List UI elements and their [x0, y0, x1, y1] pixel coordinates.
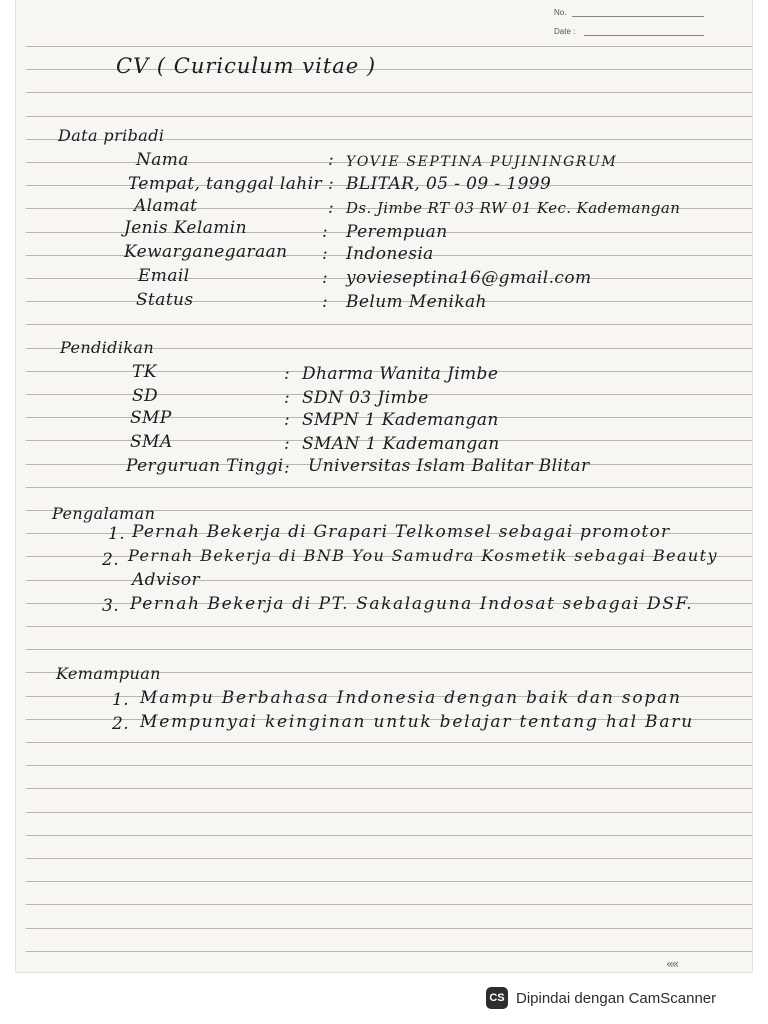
experience-heading: Pengalaman [52, 504, 156, 523]
ruled-line [26, 904, 752, 905]
personal-heading: Data pribadi [58, 126, 165, 145]
experience-item-1: Pernah Bekerja di Grapari Telkomsel sebagai promotor [132, 522, 671, 542]
no-line [572, 16, 704, 17]
education-value-sd: SDN 03 Jimbe [302, 388, 429, 408]
ruled-line [26, 858, 752, 859]
camscanner-footer [486, 986, 716, 1010]
colon: : [322, 268, 329, 288]
ruled-line [26, 116, 752, 117]
colon: : [284, 364, 291, 384]
ruled-line [26, 835, 752, 836]
personal-value-status: Belum Menikah [346, 292, 487, 312]
skills-heading: Kemampuan [56, 664, 161, 683]
colon: : [328, 198, 335, 218]
personal-label-gender: Jenis Kelamin [124, 218, 247, 238]
experience-item-3: Pernah Bekerja di PT. Sakalaguna Indosat sebagai DSF. [130, 594, 694, 614]
no-label: No. [554, 8, 567, 17]
personal-label-name: Nama [136, 150, 189, 170]
ruled-line [26, 46, 752, 47]
ruled-line [26, 742, 752, 743]
colon: : [322, 244, 329, 264]
colon: : [284, 434, 291, 454]
skills-num-2: 2. [112, 714, 130, 734]
personal-label-status: Status [136, 290, 194, 310]
ruled-line [26, 812, 752, 813]
skills-item-2: Mempunyai keinginan untuk belajar tentang hal Baru [140, 712, 694, 732]
personal-value-gender: Perempuan [346, 222, 448, 242]
education-label-university: Perguruan Tinggi [126, 456, 284, 476]
education-label-tk: TK [132, 362, 157, 382]
ruled-line [26, 324, 752, 325]
experience-num-1: 1. [108, 524, 126, 544]
personal-label-nationality: Kewarganegaraan [124, 242, 288, 262]
education-value-smp: SMPN 1 Kademangan [302, 410, 499, 430]
education-label-sd: SD [132, 386, 159, 406]
education-label-smp: SMP [130, 408, 172, 428]
colon: : [322, 292, 329, 312]
skills-item-1: Mampu Berbahasa Indonesia dengan baik dan sopan [140, 688, 682, 708]
notebook-page [16, 0, 752, 972]
education-value-tk: Dharma Wanita Jimbe [302, 364, 499, 384]
personal-label-address: Alamat [134, 196, 198, 216]
date-line [584, 35, 704, 36]
personal-value-address: Ds. Jimbe RT 03 RW 01 Kec. Kademangan [346, 199, 681, 217]
education-label-sma: SMA [130, 432, 173, 452]
ruled-line [26, 765, 752, 766]
colon: : [284, 388, 291, 408]
camscanner-logo-icon: CS [486, 987, 508, 1009]
experience-num-3: 3. [102, 596, 120, 616]
ruled-line [26, 881, 752, 882]
personal-value-name: YOVIE SEPTINA PUJININGRUM [346, 154, 618, 170]
colon: : [328, 150, 335, 170]
ruled-line [26, 951, 752, 952]
education-value-sma: SMAN 1 Kademangan [302, 434, 500, 454]
experience-num-2: 2. [102, 550, 120, 570]
personal-value-nationality: Indonesia [346, 244, 434, 264]
page-title: CV ( Curiculum vitae ) [116, 54, 377, 78]
personal-value-birth: BLITAR, 05 - 09 - 1999 [346, 174, 552, 194]
ruled-line [26, 92, 752, 93]
ruled-line [26, 928, 752, 929]
experience-item-2-cont: Advisor [132, 570, 201, 590]
colon: : [284, 410, 291, 430]
colon: : [328, 174, 335, 194]
education-value-university: Universitas Islam Balitar Blitar [308, 456, 590, 476]
colon: : [322, 222, 329, 242]
skills-num-1: 1. [112, 690, 130, 710]
page-mark-icon: ‹‹‹‹ [666, 957, 678, 971]
ruled-line [26, 788, 752, 789]
experience-item-2: Pernah Bekerja di BNB You Samudra Kosmetik sebagai Beauty [128, 546, 718, 565]
ruled-line [26, 487, 752, 488]
personal-label-birth: Tempat, tanggal lahir [128, 174, 322, 194]
date-label: Date : [554, 27, 576, 36]
ruled-line [26, 626, 752, 627]
personal-label-email: Email [138, 266, 190, 286]
personal-value-email: yovieseptina16@gmail.com [346, 268, 592, 288]
education-heading: Pendidikan [60, 338, 155, 357]
colon: : [284, 458, 291, 478]
ruled-line [26, 649, 752, 650]
camscanner-text: Dipindai dengan CamScanner [516, 989, 717, 1007]
